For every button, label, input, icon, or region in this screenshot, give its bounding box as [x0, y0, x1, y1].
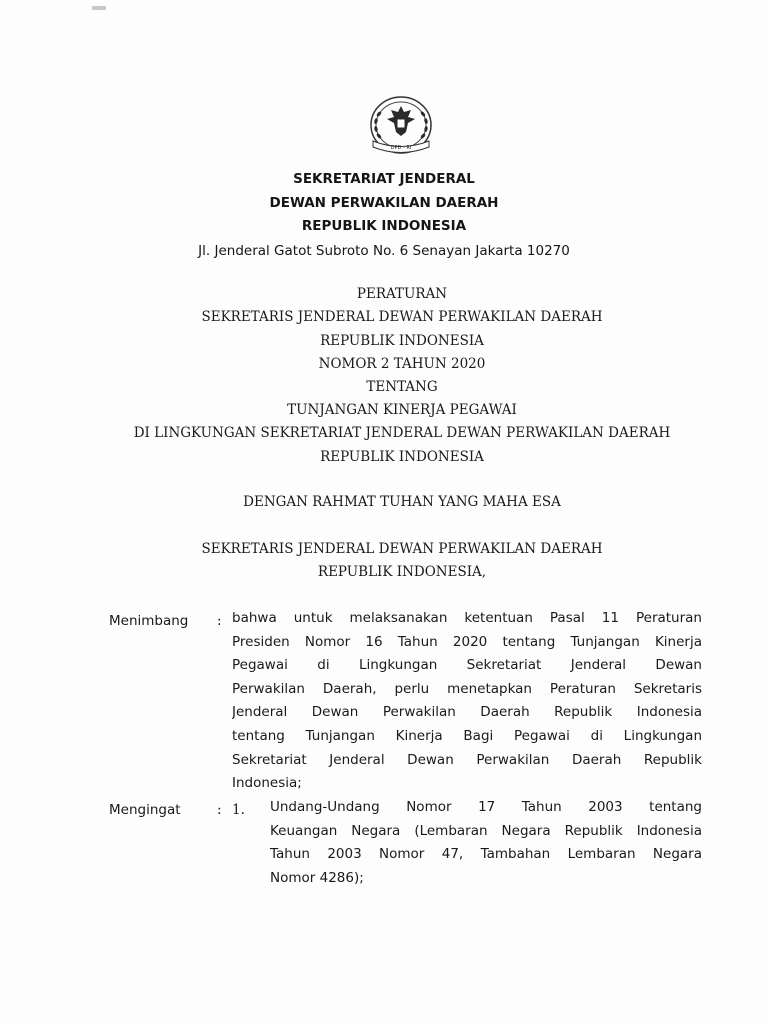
- menimbang-paragraph: [232, 607, 702, 796]
- paragraph-line: tentang Tunjangan Kinerja Bagi Pegawai di Lingkungan: [232, 727, 702, 744]
- menimbang-label: Menimbang: [109, 613, 189, 629]
- paragraph-line: Indonesia;: [232, 775, 302, 792]
- invocation: DENGAN RAHMAT TUHAN YANG MAHA ESA: [243, 494, 561, 510]
- dpd-ri-emblem-icon: [359, 92, 443, 158]
- title-line: REPUBLIK INDONESIA: [320, 449, 484, 465]
- emblem-caption: DPD - RI: [390, 145, 412, 151]
- paragraph-line: Presiden Nomor 16 Tahun 2020 tentang Tunjangan Kinerja: [232, 633, 702, 650]
- paragraph-line: Jenderal Dewan Perwakilan Daerah Republik Indonesia: [232, 704, 702, 721]
- mengingat-colon: :: [217, 802, 222, 818]
- paragraph-line: Pegawai di Lingkungan Sekretariat Jenderal Dewan: [232, 657, 702, 674]
- header-line-2: DEWAN PERWAKILAN DAERAH: [269, 195, 499, 211]
- paragraph-line: Sekretariat Jenderal Dewan Perwakilan Daerah Republik: [232, 751, 702, 768]
- header-line-3: REPUBLIK INDONESIA: [301, 218, 467, 234]
- title-line: TUNJANGAN KINERJA PEGAWAI: [287, 402, 517, 418]
- item-line: Nomor 4286);: [270, 869, 364, 886]
- title-line: REPUBLIK INDONESIA: [320, 333, 484, 349]
- mengingat-label: Mengingat: [109, 802, 181, 818]
- paragraph-line: Perwakilan Daerah, perlu menetapkan Peraturan Sekretaris: [232, 680, 702, 697]
- title-line: SEKRETARIS JENDERAL DEWAN PERWAKILAN DAERAH: [201, 309, 603, 325]
- mengingat-item-1: [270, 796, 702, 890]
- issuer-line-1: SEKRETARIS JENDERAL DEWAN PERWAKILAN DAERAH: [201, 541, 603, 557]
- issuer-line-2: REPUBLIK INDONESIA,: [317, 564, 487, 580]
- menimbang-colon: :: [217, 613, 222, 629]
- item-line: Keuangan Negara (Lembaran Negara Republik Indonesia: [270, 822, 702, 839]
- header-line-1: SEKRETARIAT JENDERAL: [293, 171, 475, 187]
- paragraph-line: bahwa untuk melaksanakan ketentuan Pasal 11 Peraturan: [232, 610, 702, 626]
- title-line: NOMOR 2 TAHUN 2020: [318, 356, 486, 372]
- mengingat-item-number: 1.: [232, 802, 245, 818]
- header-address: Jl. Jenderal Gatot Subroto No. 6 Senayan Jakarta 10270: [198, 243, 570, 259]
- item-line: Tahun 2003 Nomor 47, Tambahan Lembaran Negara: [270, 846, 702, 863]
- item-line: Undang-Undang Nomor 17 Tahun 2003 tentang: [270, 799, 702, 815]
- title-line: PERATURAN: [356, 286, 448, 302]
- title-line: TENTANG: [366, 379, 438, 395]
- scan-mark: [92, 6, 106, 10]
- title-line: DI LINGKUNGAN SEKRETARIAT JENDERAL DEWAN PERWAKILAN DAERAH: [133, 425, 671, 441]
